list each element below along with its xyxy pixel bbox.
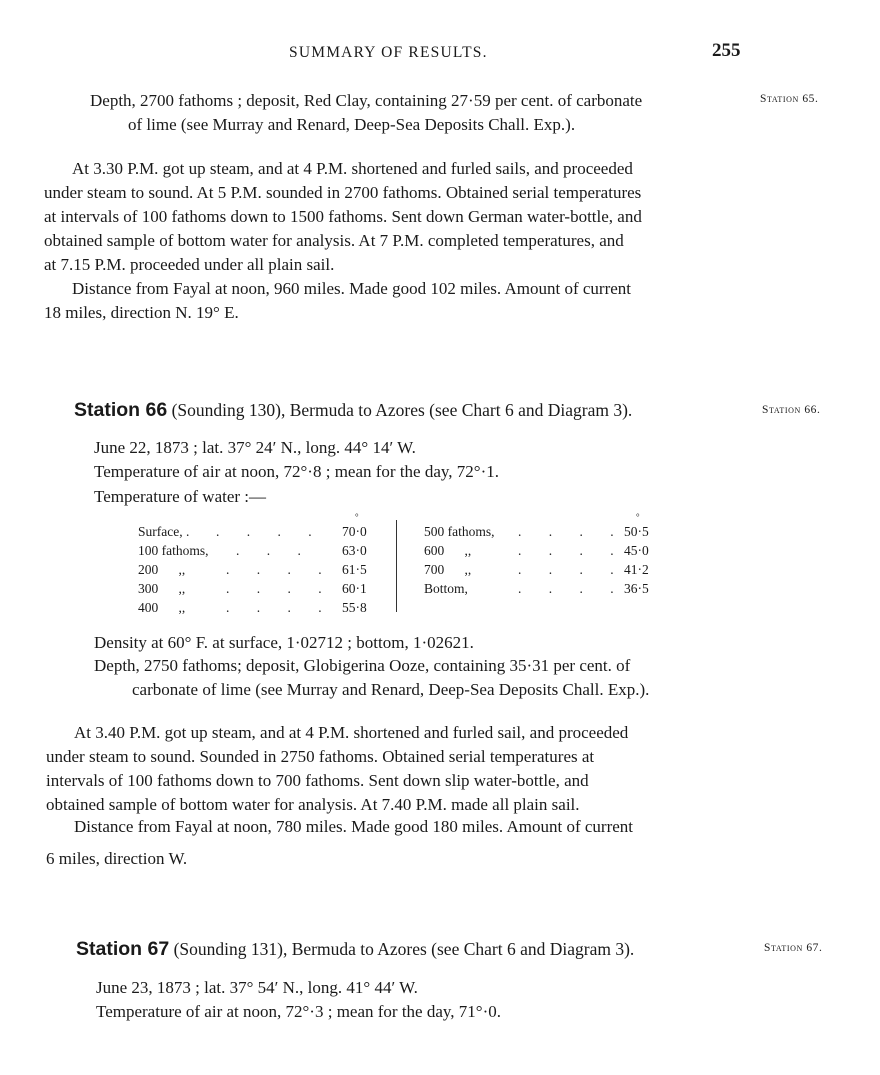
table-left-label-5: 400 ,, bbox=[138, 600, 186, 615]
narrative-66-line-3: intervals of 100 fathoms down to 700 fathoms. Sent down slip water-bottle, and bbox=[46, 771, 589, 790]
depth-line-65-2: of lime (see Murray and Renard, Deep-Sea Deposits Chall. Exp.). bbox=[128, 115, 576, 134]
leader-dots: . . . bbox=[236, 543, 313, 558]
table-right-value-4: 36·5 bbox=[624, 581, 649, 596]
leader-dots: . . . . bbox=[518, 543, 626, 558]
degree-mark-right: ° bbox=[636, 512, 640, 522]
narrative-65-line-5: at 7.15 P.M. proceeded under all plain sail. bbox=[44, 255, 335, 274]
narrative-66-line-4: obtained sample of bottom water for analysis. At 7.40 P.M. made all plain sail. bbox=[46, 795, 580, 814]
station-67-air-temperature: Temperature of air at noon, 72°·3 ; mean for the day, 71°·0. bbox=[96, 1002, 501, 1021]
distance-65-line-2: 18 miles, direction N. 19° E. bbox=[44, 303, 239, 322]
table-left-label-3: 200 ,, bbox=[138, 562, 186, 577]
leader-dots: . . . . bbox=[518, 524, 626, 539]
leader-dots: . . . . bbox=[226, 600, 334, 615]
narrative-65-line-4: obtained sample of bottom water for analysis. At 7 P.M. completed temperatures, and bbox=[44, 231, 624, 250]
table-left-value-1: 70·0 bbox=[342, 524, 367, 539]
margin-label-station-66: Station 66. bbox=[762, 404, 821, 416]
table-left-value-5: 55·8 bbox=[342, 600, 367, 615]
leader-dots: . . . . bbox=[518, 562, 626, 577]
narrative-65-line-3: at intervals of 100 fathoms down to 1500 fathoms. Sent down German water-bottle, and bbox=[44, 207, 642, 226]
leader-dots: . . . . bbox=[226, 581, 334, 596]
station-67-title-bold: Station 67 bbox=[76, 938, 170, 960]
running-header: SUMMARY OF RESULTS. bbox=[289, 44, 488, 61]
table-right-label-2: 600 ,, bbox=[424, 543, 472, 558]
table-left-label-1: Surface, . bbox=[138, 524, 190, 539]
narrative-65-line-1: At 3.30 P.M. got up steam, and at 4 P.M. shortened and furled sails, and proceeded bbox=[72, 159, 633, 178]
margin-label-station-65: Station 65. bbox=[760, 93, 819, 105]
table-left-value-3: 61·5 bbox=[342, 562, 367, 577]
table-right-label-1: 500 fathoms, bbox=[424, 524, 495, 539]
station-67-title-rest: (Sounding 131), Bermuda to Azores (see Chart 6 and Diagram 3). bbox=[169, 939, 635, 959]
distance-65-line-1: Distance from Fayal at noon, 960 miles. Made good 102 miles. Amount of current bbox=[72, 279, 632, 298]
table-left-label-4: 300 ,, bbox=[138, 581, 186, 596]
leader-dots: . . . . bbox=[226, 562, 334, 577]
table-right-label-4: Bottom, bbox=[424, 581, 468, 596]
margin-label-station-67: Station 67. bbox=[764, 942, 823, 954]
distance-66-line-2: 6 miles, direction W. bbox=[46, 849, 188, 868]
narrative-65-line-2: under steam to sound. At 5 P.M. sounded in 2700 fathoms. Obtained serial temperatures bbox=[44, 183, 642, 202]
station-66-title-rest: (Sounding 130), Bermuda to Azores (see Chart 6 and Diagram 3). bbox=[167, 400, 633, 420]
leader-dots: . . . . bbox=[518, 581, 626, 596]
narrative-66-line-2: under steam to sound. Sounded in 2750 fathoms. Obtained serial temperatures at bbox=[46, 747, 595, 766]
station-66-air-temperature: Temperature of air at noon, 72°·8 ; mean for the day, 72°·1. bbox=[94, 462, 499, 481]
station-66-date-position: June 22, 1873 ; lat. 37° 24′ N., long. 44° 14′ W. bbox=[94, 438, 416, 457]
table-right-label-3: 700 ,, bbox=[424, 562, 472, 577]
table-right-value-2: 45·0 bbox=[624, 543, 649, 558]
station-67-heading bbox=[76, 938, 634, 961]
leader-dots: . . . . bbox=[216, 524, 324, 539]
table-right-value-1: 50·5 bbox=[624, 524, 649, 539]
table-left-value-4: 60·1 bbox=[342, 581, 367, 596]
station-66-heading bbox=[74, 399, 632, 422]
table-right-value-3: 41·2 bbox=[624, 562, 649, 577]
table-column-divider bbox=[396, 520, 397, 612]
degree-mark-left: ° bbox=[355, 512, 359, 522]
station-66-depth-line-2: carbonate of lime (see Murray and Renard, Deep-Sea Deposits Chall. Exp.). bbox=[132, 680, 650, 699]
station-67-date-position: June 23, 1873 ; lat. 37° 54′ N., long. 41° 44′ W. bbox=[96, 978, 418, 997]
station-66-density: Density at 60° F. at surface, 1·02712 ; bottom, 1·02621. bbox=[94, 633, 474, 652]
depth-line-65-1: Depth, 2700 fathoms ; deposit, Red Clay, containing 27·59 per cent. of carbonate bbox=[90, 91, 643, 110]
station-66-depth-line-1: Depth, 2750 fathoms; deposit, Globigerina Ooze, containing 35·31 per cent. of bbox=[94, 656, 631, 675]
table-left-value-2: 63·0 bbox=[342, 543, 367, 558]
station-66-water-temperature-heading: Temperature of water :— bbox=[94, 487, 267, 506]
station-66-title-bold: Station 66 bbox=[74, 399, 168, 421]
page-number: 255 bbox=[712, 40, 741, 61]
distance-66-line-1: Distance from Fayal at noon, 780 miles. Made good 180 miles. Amount of current bbox=[74, 817, 634, 836]
narrative-66-line-1: At 3.40 P.M. got up steam, and at 4 P.M. shortened and furled sail, and proceeded bbox=[74, 723, 629, 742]
table-left-label-2: 100 fathoms, bbox=[138, 543, 209, 558]
